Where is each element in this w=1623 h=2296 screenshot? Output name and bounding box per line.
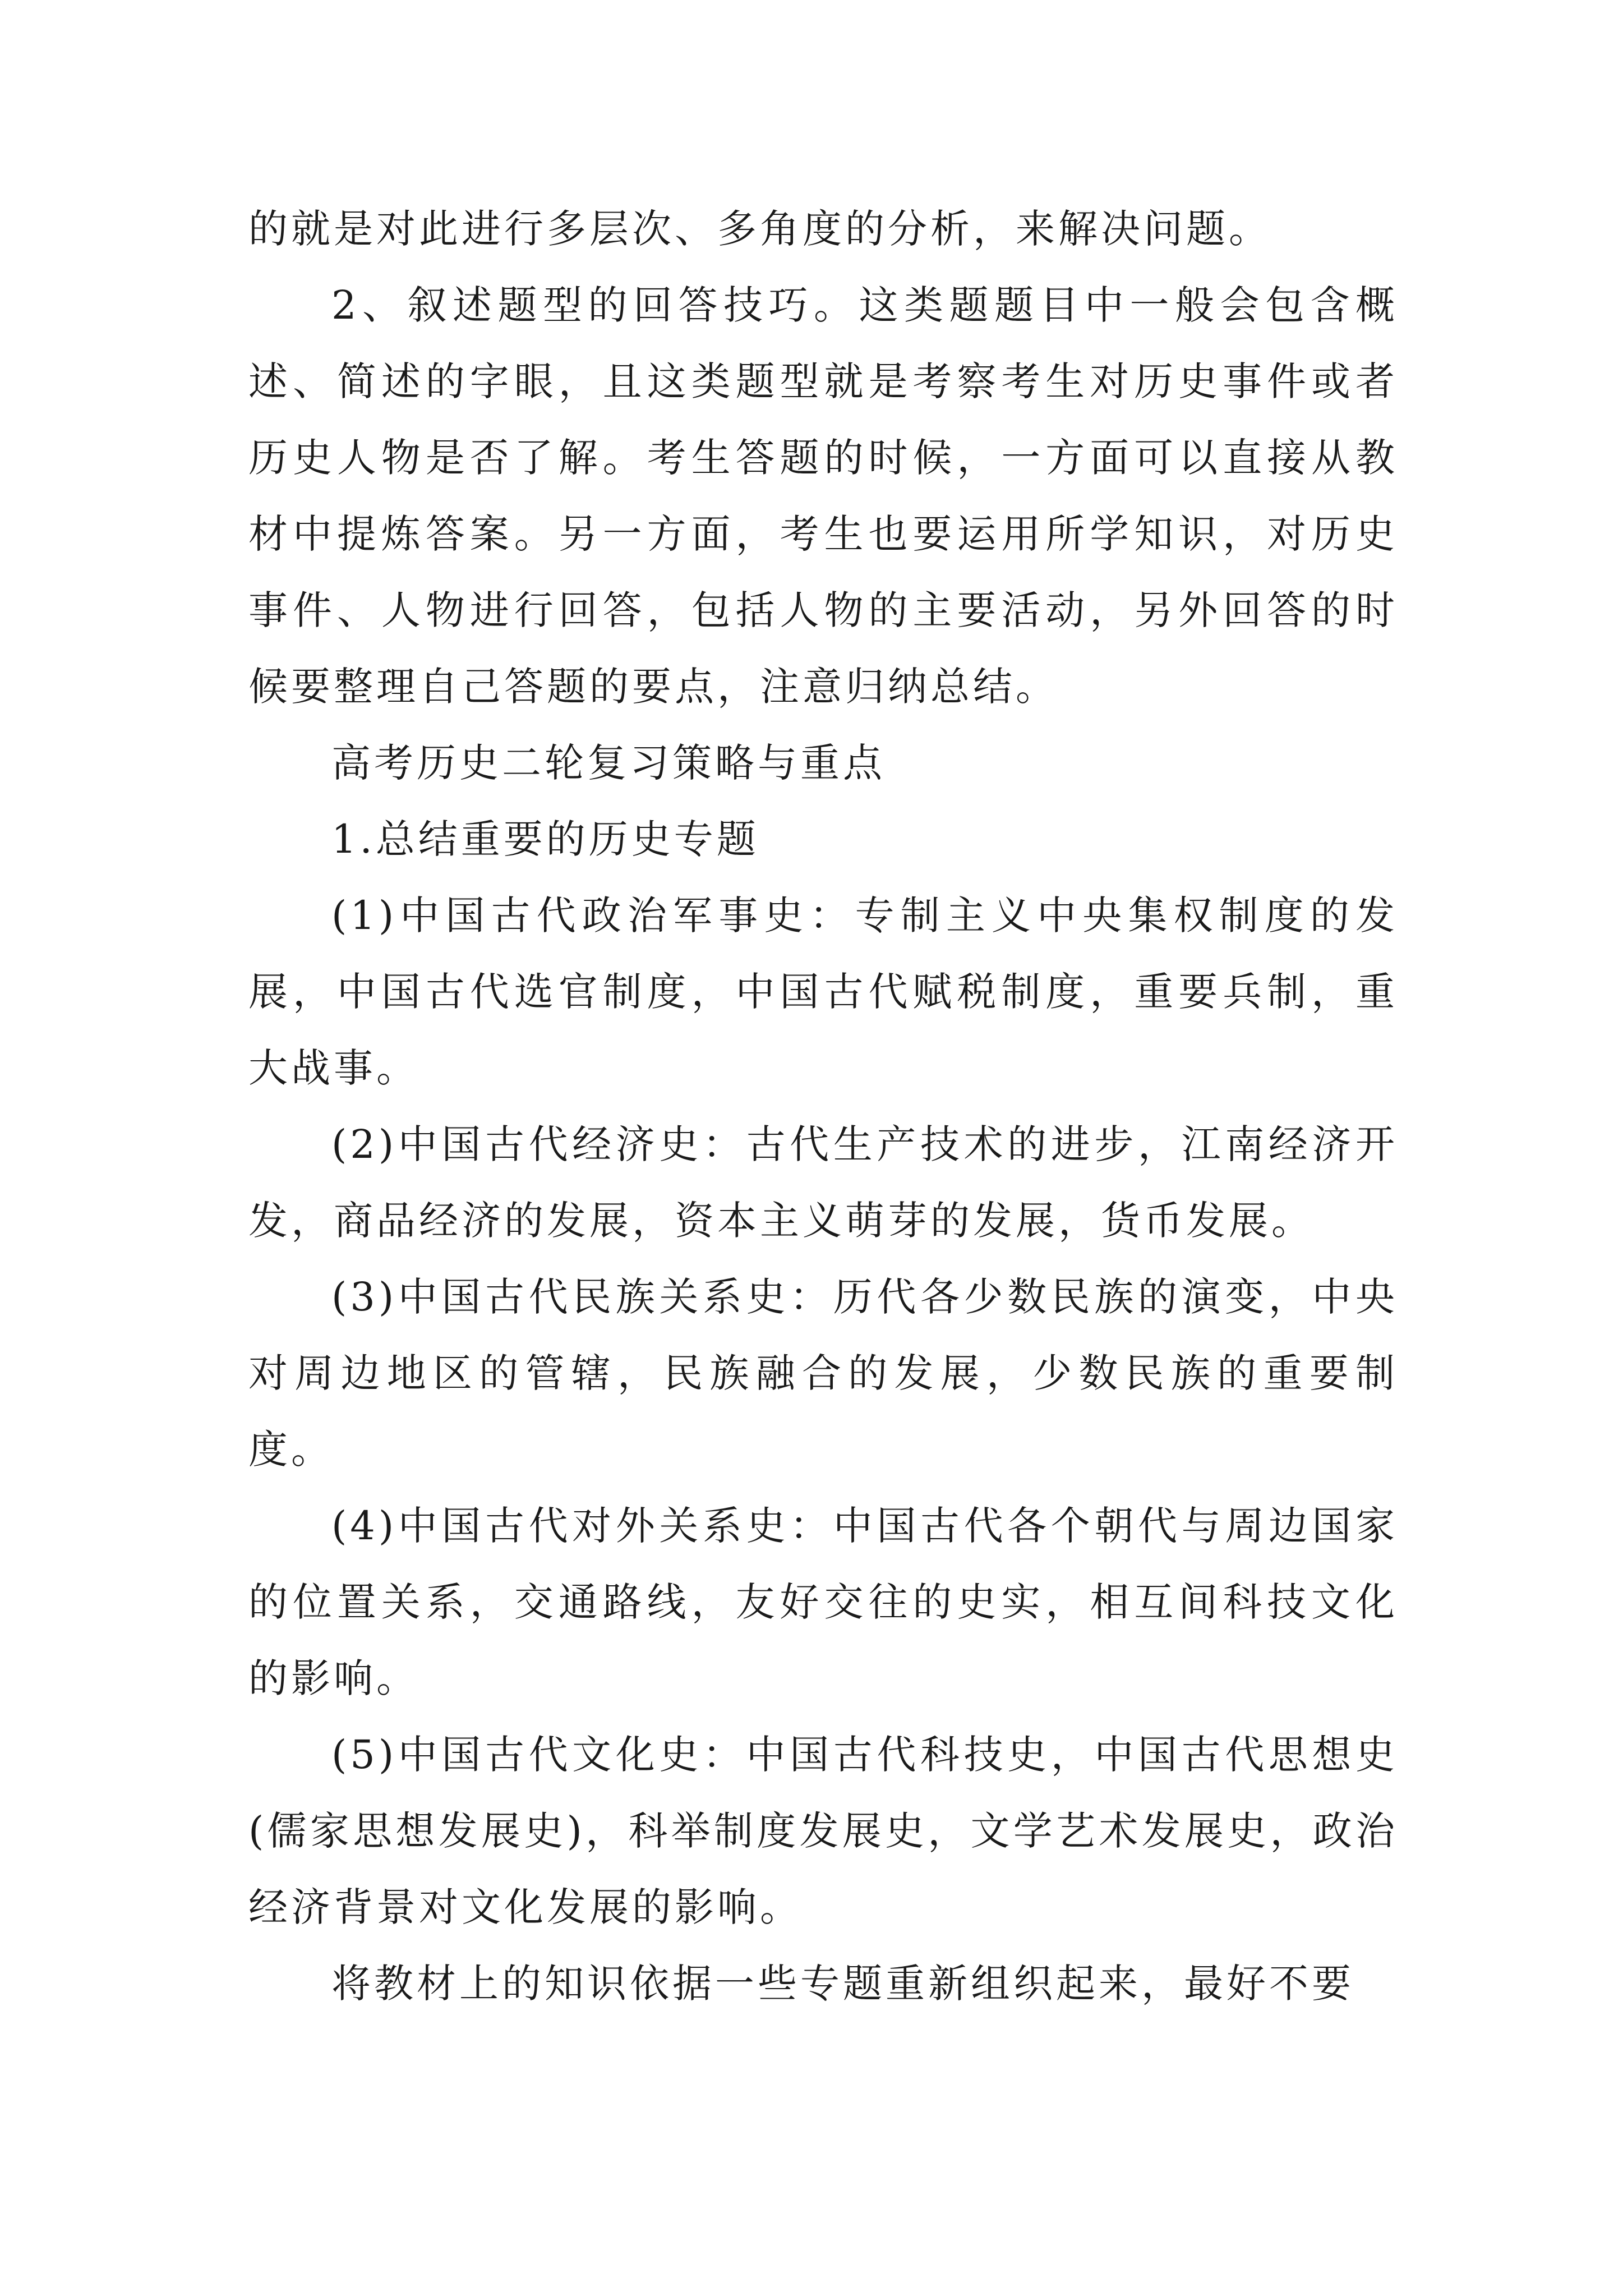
paragraph-narrative-technique: 2、叙述题型的回答技巧。这类题题目中一般会包含概述、简述的字眼，且这类题型就是考察考生对历史事件或者历史人物是否了解。考生答题的时候，一方面可以直接从教材中提炼答案。另一方面，考生也要运用所学知识，对历史事件、人物进行回答，包括人物的主要活动，另外回答的时候要整理自己答题的要点，注意归纳总结。	[248, 282, 1398, 710]
list-item-politics-military: (1)中国古代政治军事史：专制主义中央集权制度的发展，中国古代选官制度，中国古代赋税制度，重要兵制，重大战事。	[248, 892, 1398, 1091]
list-item-culture: (5)中国古代文化史：中国古代科技史，中国古代思想史(儒家思想发展史)，科举制度发展史，文学艺术发展史，政治经济背景对文化发展的影响。	[248, 1732, 1398, 1930]
section-heading: 高考历史二轮复习策略与重点	[331, 740, 886, 786]
document-page	[248, 191, 1398, 2022]
list-item-foreign-relations: (4)中国古代对外关系史：中国古代各个朝代与周边国家的位置关系，交通路线，友好交往的史实，相互间科技文化的影响。	[248, 1503, 1398, 1701]
paragraph-final: 将教材上的知识依据一些专题重新组织起来，最好不要	[331, 1961, 1354, 2007]
subheading-topics: 1.总结重要的历史专题	[331, 816, 759, 862]
list-item-economy: (2)中国古代经济史：古代生产技术的进步，江南经济开发，商品经济的发展，资本主义萌芽的发展，货币发展。	[248, 1121, 1398, 1244]
paragraph-continuation: 的就是对此进行多层次、多角度的分析，来解决问题。	[248, 206, 1271, 252]
list-item-ethnic-relations: (3)中国古代民族关系史：历代各少数民族的演变，中央对周边地区的管辖，民族融合的发展，少数民族的重要制度。	[248, 1274, 1398, 1473]
